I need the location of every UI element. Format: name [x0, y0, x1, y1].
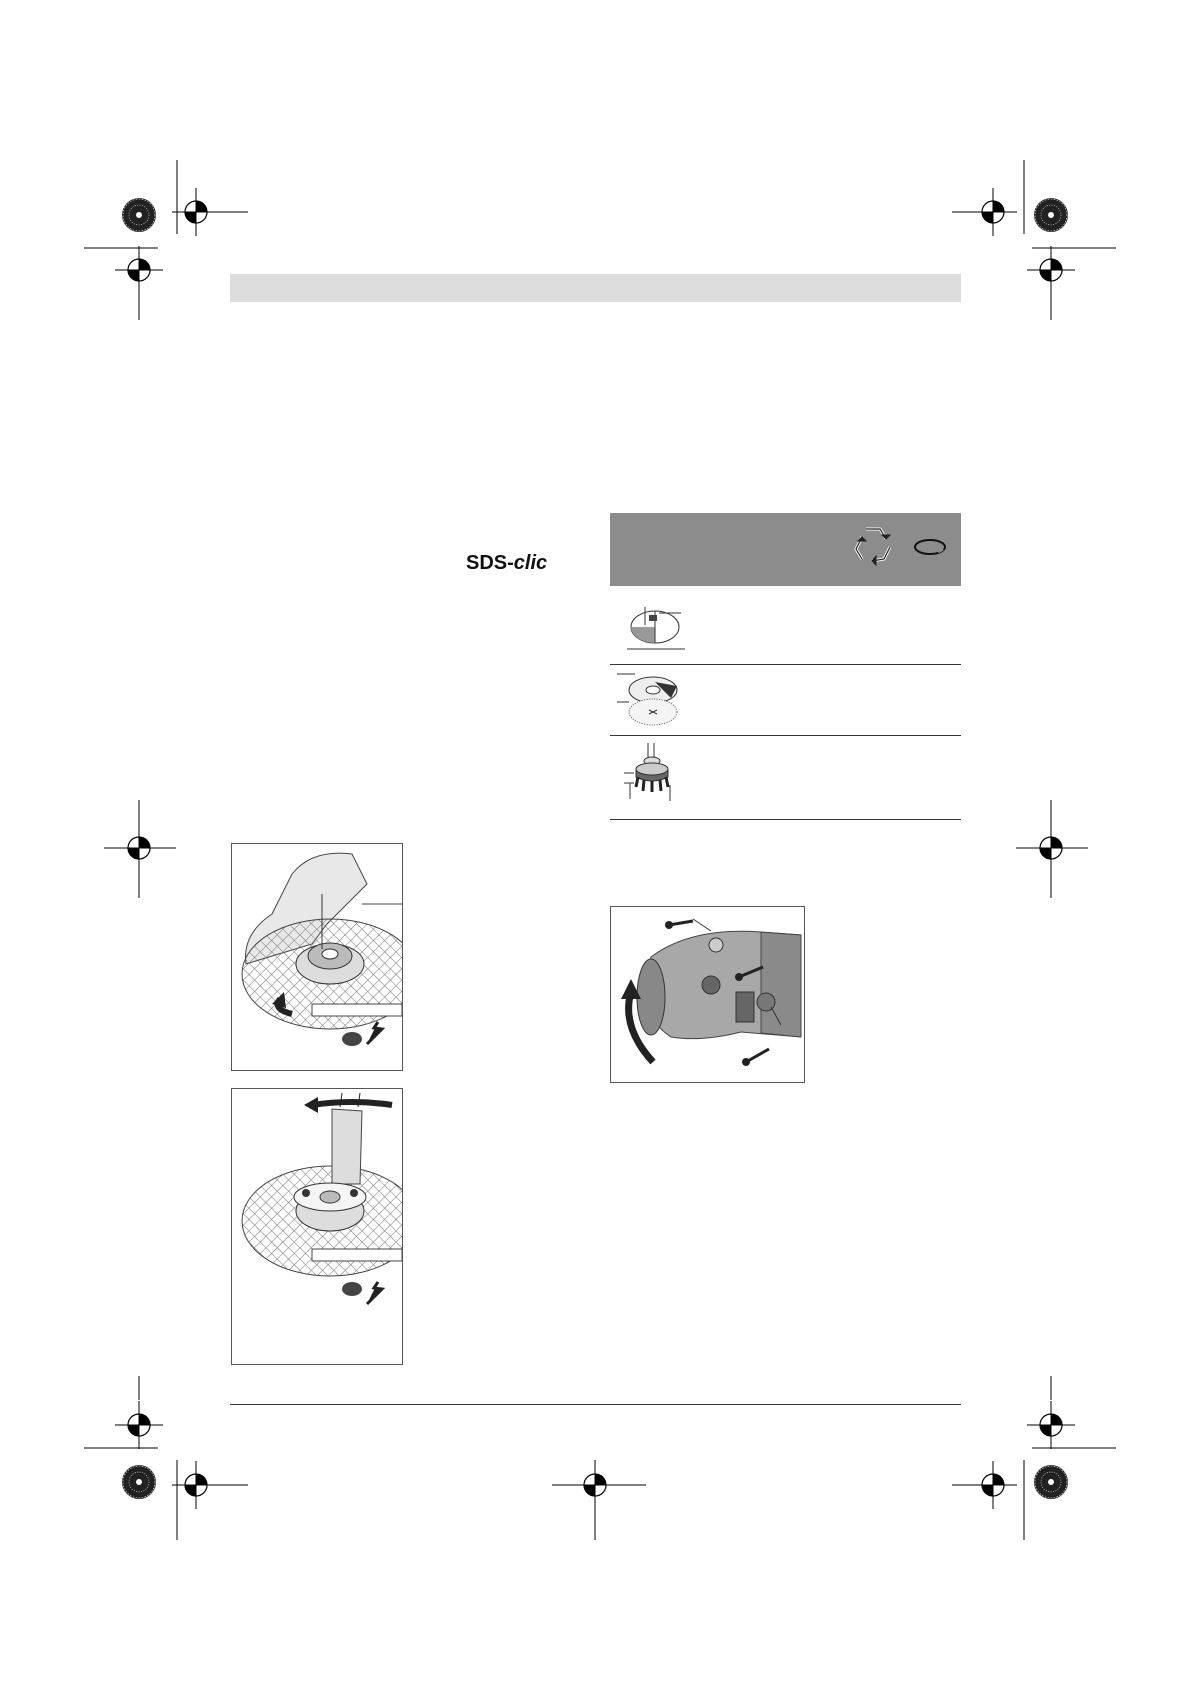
footer-rule [230, 1404, 961, 1405]
table-row-divider [610, 735, 961, 736]
sds-clic-logo [466, 552, 547, 575]
table-row-divider [610, 664, 961, 665]
sanding-disc-icon [615, 670, 685, 730]
fig-two-pin-spanner [231, 1088, 403, 1365]
header-bar [230, 274, 961, 302]
ring-icon [910, 535, 950, 559]
accessory-table-header [610, 513, 961, 586]
registration-mark-icon [1027, 1401, 1075, 1449]
two-pin-spanner-icon [232, 1089, 402, 1364]
registration-mark-icon [1027, 246, 1075, 294]
registration-mark-icon [115, 1401, 163, 1449]
grinding-disc-icon [625, 605, 695, 657]
fig-clamp-nut-hand [231, 843, 403, 1071]
clamp-nut-hand-icon [232, 844, 402, 1070]
registration-mark-icon [115, 246, 163, 294]
color-target-icon [1034, 1465, 1068, 1499]
recycle-icon [848, 521, 898, 571]
color-target-icon [122, 1465, 156, 1499]
gear-head-rotation-icon [611, 907, 804, 1082]
table-row-bottom [610, 819, 961, 820]
fig-gear-head-rotation [610, 906, 805, 1083]
logo-clic-text: clic [513, 552, 548, 574]
color-target-icon [122, 198, 156, 232]
logo-sds-text: SDS- [466, 552, 514, 574]
cup-brush-icon [622, 743, 692, 813]
color-target-icon [1034, 198, 1068, 232]
